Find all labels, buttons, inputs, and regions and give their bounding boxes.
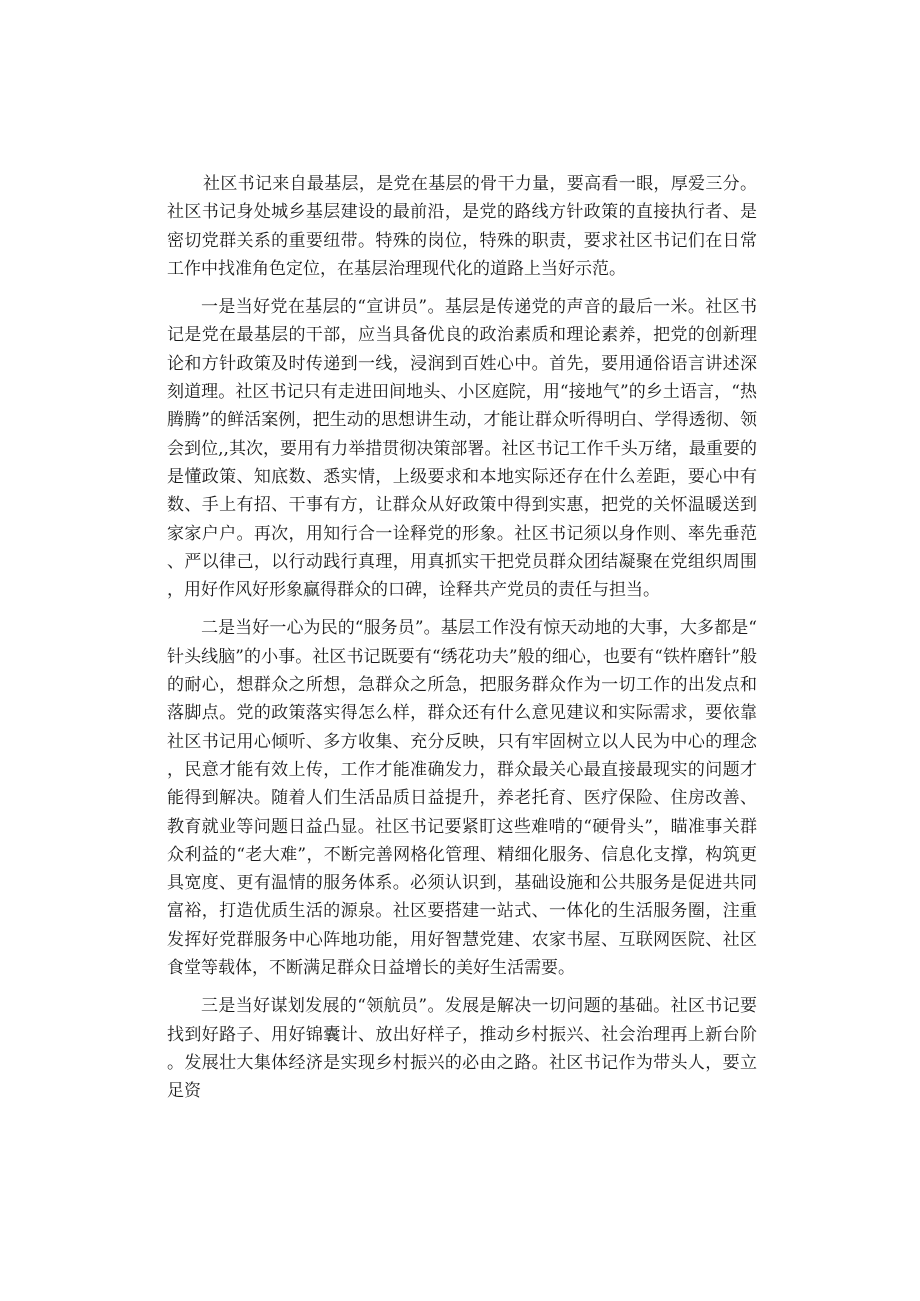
paragraph-service: 二是当好一心为民的“服务员”。基层工作没有惊天动地的大事，大多都是“针头线脑”的小事。社区书记既要有“绣花功夫”般的细心，也要有“铁杵磨针”般的耐心，想群众之所想，急群众之所急，把服务群众作为一切工作的出发点和落脚点。党的政策落实得怎么样，群众还有什么意见建议和实际需求，要依靠社区书记用心倾听、多方收集、充分反映，只有牢固树立以人民为中心的理念，民意才能有效上传，工作才能准确发力，群众最关心最直接最现实的问题才能得到解决。随着人们生活品质日益提升，养老托育、医疗保险、住房改善、教育就业等问题日益凸显。社区书记要紧盯这些难啃的“硬骨头”，瞄准事关群众利益的“老大难”，不断完善网格化管理、精细化服务、信息化支撑，构筑更具宽度、更有温情的服务体系。必须认识到，基础设施和公共服务是促进共同富裕，打造优质生活的源泉。社区要搭建一站式、一体化的生活服务圈，注重发挥好党群服务中心阵地功能，用好智慧党建、农家书屋、互联网医院、社区食堂等载体，不断满足群众日益增长的美好生活需要。 xyxy=(167,618,757,979)
document-page xyxy=(167,170,757,1116)
paragraph-navigator: 三是当好谋划发展的“领航员”。发展是解决一切问题的基础。社区书记要找到好路子、用好锦囊计、放出好样子，推动乡村振兴、社会治理再上新台阶。发展壮大集体经济是实现乡村振兴的必由之路。社区书记作为带头人，要立足资 xyxy=(167,996,757,1102)
paragraph-intro: 社区书记来自最基层，是党在基层的骨干力量，要高看一眼，厚爱三分。社区书记身处城乡基层建设的最前沿，是党的路线方针政策的直接执行者、是密切党群关系的重要纽带。特殊的岗位，特殊的职责，要求社区书记们在日常工作中找准角色定位，在基层治理现代化的道路上当好示范。 xyxy=(167,174,757,279)
paragraph-preacher: 一是当好党在基层的“宣讲员”。基层是传递党的声音的最后一米。社区书记是党在最基层的干部，应当具备优良的政治素质和理论素养，把党的创新理论和方针政策及时传递到一线，浸润到百姓心中。首先，要用通俗语言讲述深刻道理。社区书记只有走进田间地头、小区庭院，用“接地气”的乡土语言，“热腾腾”的鲜活案例，把生动的思想讲生动，才能让群众听得明白、学得透彻、领会到位,,其次，要用有力举措贯彻决策部署。社区书记工作千头万绪，最重要的是懂政策、知底数、悉实情，上级要求和本地实际还存在什么差距，要心中有数、手上有招、干事有方，让群众从好政策中得到实惠，把党的关怀温暖送到家家户户。再次，用知行合一诠释党的形象。社区书记须以身作则、率先垂范、严以律己，以行动践行真理，用真抓实干把党员群众团结凝聚在党组织周围，用好作风好形象赢得群众的口碑，诠释共产党员的责任与担当。 xyxy=(167,297,757,601)
